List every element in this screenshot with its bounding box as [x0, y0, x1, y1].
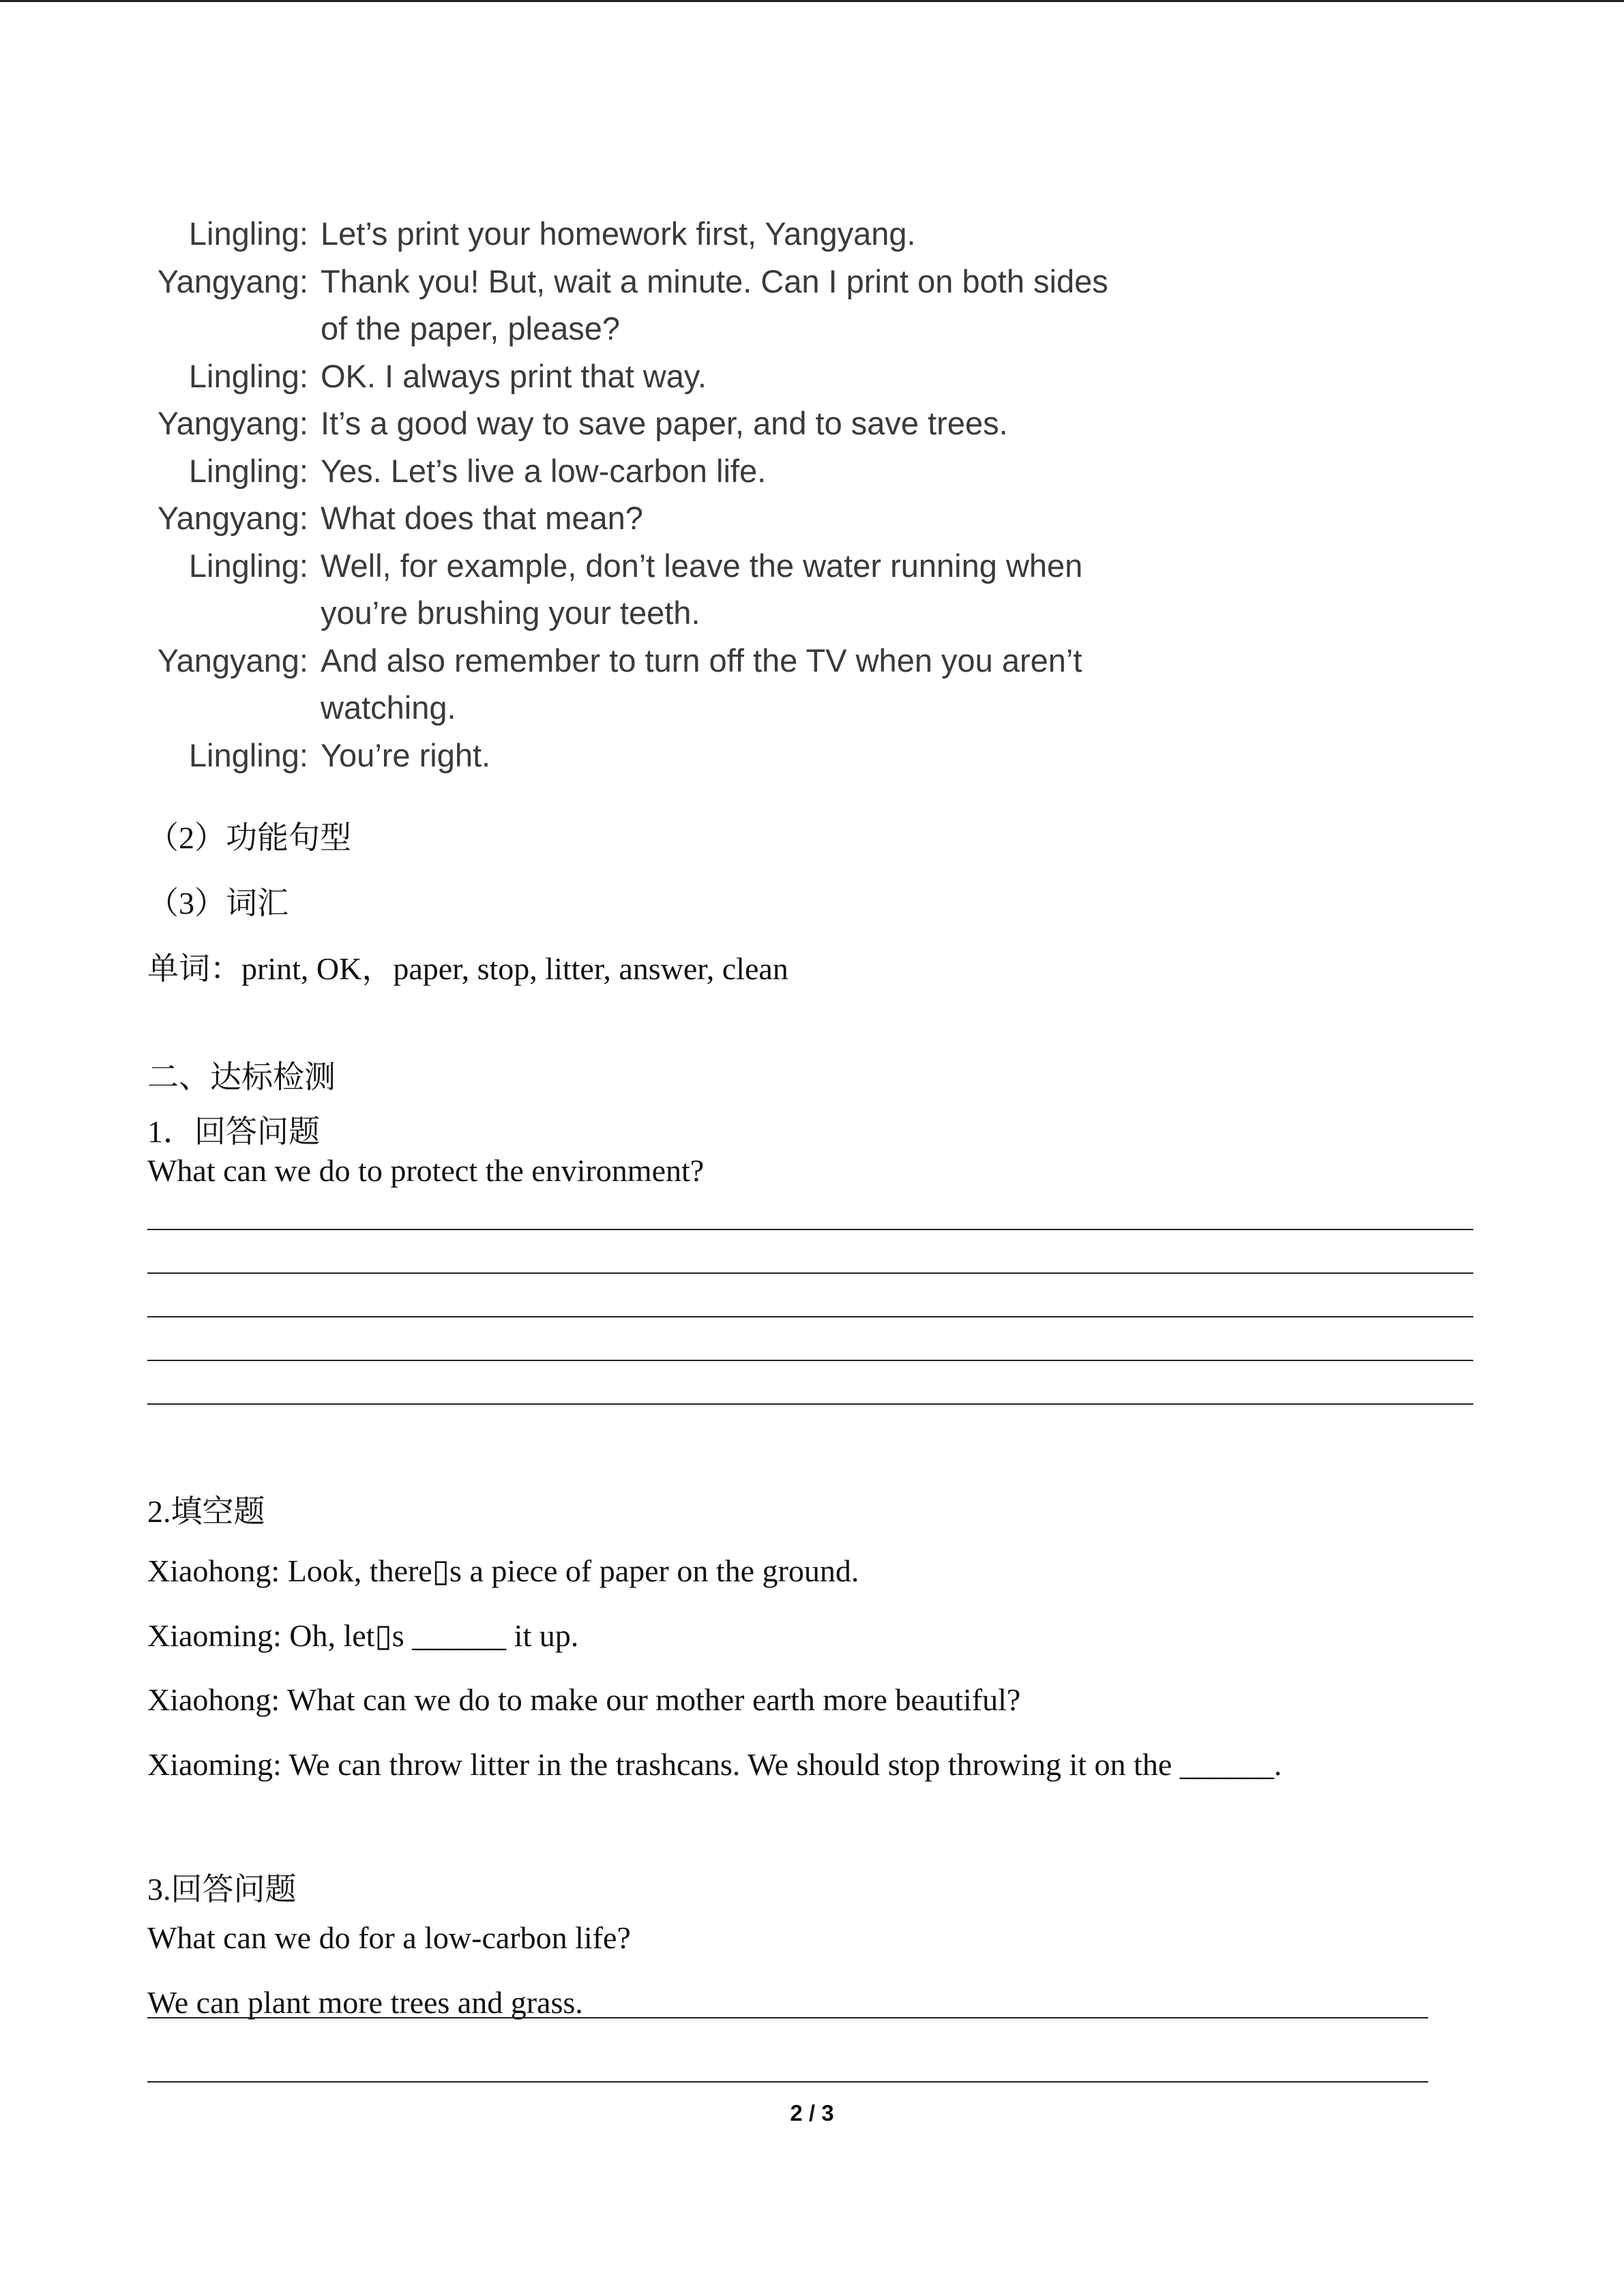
dialogue-line: Thank you! But, wait a minute. Can I print on both sides — [321, 263, 1108, 299]
part-two-heading: 二、达标检测 — [147, 1060, 336, 1094]
question-1-prompt: What can we do to protect the environment? — [147, 1153, 705, 1188]
dialogue-row — [147, 400, 1170, 447]
dialogue-line: Yes. Let’s live a low-carbon life. — [321, 452, 767, 489]
dialogue-speaker: Yangyang: — [157, 263, 308, 299]
question-3-prompt: What can we do for a low-carbon life? — [147, 1920, 631, 1955]
vocabulary-words: 单词：print, OK，paper, stop, litter, answer, clean — [147, 951, 788, 986]
dialogue-row — [147, 732, 1170, 779]
section-functional-sentences: （2）功能句型 — [147, 820, 351, 855]
answer-line[interactable] — [147, 1360, 1473, 1361]
dialogue-speaker: Lingling: — [188, 452, 308, 489]
question-2-line: Xiaoming: Oh, let▯s ______ it up. — [147, 1618, 579, 1653]
dialogue-speaker: Lingling: — [188, 215, 308, 252]
page-top-border — [0, 0, 1624, 2]
dialogue-line: of the paper, please? — [321, 310, 621, 346]
dialogue-speaker: Lingling: — [188, 357, 308, 394]
page-number: 2 / 3 — [790, 2100, 834, 2126]
question-2-line: Xiaohong: Look, there▯s a piece of paper on the ground. — [147, 1553, 859, 1588]
answer-line[interactable] — [147, 1316, 1473, 1317]
dialogue-line: OK. I always print that way. — [321, 357, 707, 394]
answer-line[interactable] — [147, 1403, 1473, 1405]
answer-line[interactable] — [147, 1272, 1473, 1274]
dialogue-row — [147, 353, 1170, 400]
dialogue-row — [147, 210, 1170, 258]
dialogue-speaker: Yangyang: — [157, 500, 308, 536]
dialogue-line: watching. — [321, 689, 456, 726]
dialogue-line: And also remember to turn off the TV when you aren’t — [321, 642, 1082, 679]
dialogue-speaker: Lingling: — [188, 736, 308, 773]
dialogue-block — [147, 210, 1170, 779]
dialogue-speaker: Yangyang: — [157, 405, 308, 441]
dialogue-line: What does that mean? — [321, 500, 643, 536]
answer-line[interactable] — [147, 2081, 1428, 2083]
dialogue-line: you’re brushing your teeth. — [321, 595, 700, 631]
question-2-line: Xiaoming: We can throw litter in the trashcans. We should stop throwing it on the ______. — [147, 1747, 1282, 1782]
dialogue-row — [147, 258, 1170, 305]
dialogue-speaker: Yangyang: — [157, 642, 308, 679]
question-2-line: Xiaohong: What can we do to make our mother earth more beautiful? — [147, 1682, 1021, 1717]
dialogue-line: Well, for example, don’t leave the water running when — [321, 547, 1083, 584]
dialogue-line: Let’s print your homework first, Yangyang. — [321, 215, 916, 252]
answer-line[interactable] — [147, 1229, 1473, 1230]
dialogue-row — [147, 447, 1170, 495]
dialogue-line: It’s a good way to save paper, and to save trees. — [321, 405, 1008, 441]
question-3-answer: We can plant more trees and grass. — [147, 1985, 583, 2020]
answer-line[interactable] — [147, 2017, 1428, 2018]
section-vocabulary: （3）词汇 — [147, 886, 289, 921]
question-3-title: 3.回答问题 — [147, 1872, 297, 1907]
dialogue-line: You’re right. — [321, 736, 491, 773]
dialogue-speaker: Lingling: — [188, 547, 308, 584]
question-2-title: 2.填空题 — [147, 1494, 265, 1529]
dialogue-row — [147, 542, 1170, 590]
dialogue-row — [147, 637, 1170, 685]
dialogue-row — [147, 494, 1170, 542]
question-1-title: 1．回答问题 — [147, 1114, 320, 1149]
